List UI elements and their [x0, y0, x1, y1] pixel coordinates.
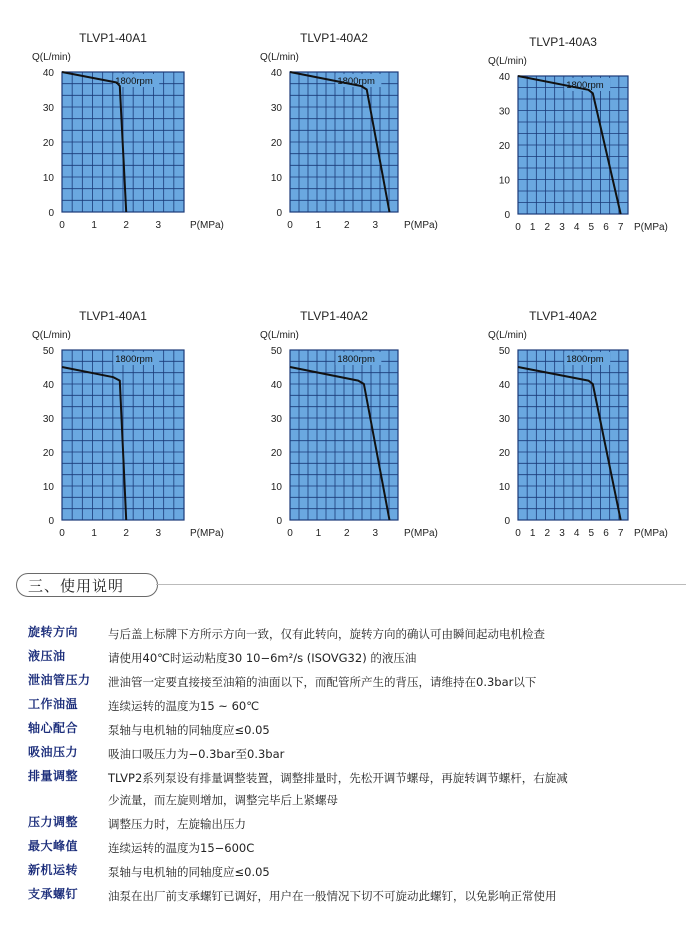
x-tick-label: 3	[155, 528, 162, 539]
usage-text: 调整压力时，左旋输出压力	[108, 817, 246, 831]
usage-label: 排量调整	[28, 769, 79, 783]
x-tick-label: 0	[59, 220, 65, 231]
usage-row-shaft-alignment	[28, 719, 688, 741]
x-tick-label: 2	[344, 528, 350, 539]
chart-svg	[230, 0, 460, 270]
x-tick-label: 3	[559, 222, 565, 233]
usage-label: 最大峰值	[28, 839, 79, 853]
y-tick-label: 10	[42, 173, 54, 184]
x-tick-label: 1	[91, 220, 97, 231]
y-tick-label: 30	[270, 414, 282, 425]
usage-row-suction-pressure	[28, 743, 688, 765]
annotation-label: 1800rpm	[115, 354, 153, 365]
usage-label: 泄油管压力	[28, 673, 91, 687]
x-axis-label: P(MPa)	[634, 222, 668, 233]
x-tick-label: 4	[573, 222, 580, 233]
chart-title: TLVP1-40A2	[300, 309, 368, 323]
x-tick-label: 4	[573, 528, 580, 539]
usage-label: 吸油压力	[28, 745, 79, 759]
y-tick-label: 40	[270, 68, 282, 79]
y-tick-label: 0	[504, 210, 510, 221]
y-tick-label: 20	[42, 448, 54, 459]
chart-svg	[460, 290, 700, 560]
x-tick-label: 2	[544, 528, 551, 539]
x-tick-label: 6	[603, 222, 609, 233]
usage-text-continued: 少流量，而左旋则增加，调整完毕后上紧螺母	[108, 793, 338, 807]
x-tick-label: 2	[123, 528, 129, 539]
x-tick-label: 1	[529, 222, 536, 233]
x-tick-label: 0	[287, 220, 293, 231]
chart-svg	[0, 290, 230, 560]
usage-label: 支承螺钉	[28, 887, 79, 901]
usage-text: 泄油管一定要直接接至油箱的油面以下，而配管所产生的背压，请维持在0.3bar以下	[108, 675, 537, 689]
chart-svg	[460, 0, 700, 270]
chart-tlvp1-40a2-top	[230, 0, 460, 270]
usage-text: 请使用40℃时运动粘度30 10−6m²/s (ISOVG32) 的液压油	[108, 651, 417, 665]
y-axis-label: Q(L/min)	[32, 330, 71, 341]
y-tick-label: 50	[270, 346, 282, 357]
x-tick-label: 2	[123, 220, 129, 231]
chart-tlvp1-40a2-bottom-right	[460, 290, 700, 560]
y-axis-label: Q(L/min)	[32, 52, 71, 63]
usage-label: 轴心配合	[28, 721, 79, 735]
usage-row-support-screw	[28, 885, 688, 907]
x-tick-label: 0	[515, 222, 521, 233]
usage-label: 压力调整	[28, 815, 79, 829]
y-tick-label: 10	[270, 173, 282, 184]
x-axis-label: P(MPa)	[190, 220, 224, 231]
chart-tlvp1-40a1-bottom	[0, 290, 230, 560]
chart-title: TLVP1-40A1	[79, 309, 147, 323]
x-axis-label: P(MPa)	[634, 528, 668, 539]
x-tick-label: 5	[588, 222, 595, 233]
usage-text: 泵轴与电机轴的同轴度应≤0.05	[108, 723, 270, 737]
usage-row-displacement-adjust	[28, 767, 688, 811]
x-tick-label: 0	[287, 528, 293, 539]
y-tick-label: 20	[42, 138, 54, 149]
chart-svg	[230, 290, 460, 560]
usage-text: 与后盖上标牌下方所示方向一致，仅有此转向，旋转方向的确认可由瞬间起动电机检查	[108, 627, 545, 641]
annotation-label: 1800rpm	[115, 76, 153, 87]
usage-text: 吸油口吸压力为−0.3bar至0.3bar	[108, 747, 285, 761]
y-axis-label: Q(L/min)	[488, 56, 527, 67]
y-tick-label: 20	[270, 448, 282, 459]
usage-label: 液压油	[28, 649, 66, 663]
x-tick-label: 1	[315, 220, 322, 231]
x-tick-label: 3	[372, 220, 379, 231]
x-tick-label: 1	[529, 528, 536, 539]
y-tick-label: 30	[498, 106, 510, 118]
y-tick-label: 0	[48, 516, 54, 527]
y-tick-label: 40	[270, 380, 282, 391]
y-tick-label: 50	[498, 346, 510, 357]
x-axis-label: P(MPa)	[404, 220, 438, 231]
annotation-label: 1800rpm	[337, 76, 375, 87]
x-tick-label: 3	[372, 528, 379, 539]
x-tick-label: 5	[588, 528, 595, 539]
usage-row-new-machine-run	[28, 861, 688, 883]
x-tick-label: 2	[344, 220, 350, 231]
usage-list	[28, 623, 688, 909]
y-tick-label: 0	[48, 208, 54, 219]
x-tick-label: 0	[59, 528, 65, 539]
x-tick-label: 3	[559, 528, 565, 539]
annotation-label: 1800rpm	[337, 354, 375, 365]
usage-row-hydraulic-oil	[28, 647, 688, 669]
y-tick-label: 0	[276, 208, 282, 219]
usage-label: 新机运转	[28, 863, 79, 877]
usage-text: 泵轴与电机轴的同轴度应≤0.05	[108, 865, 270, 879]
y-tick-label: 10	[498, 482, 510, 493]
x-tick-label: 7	[617, 528, 624, 539]
usage-label: 旋转方向	[28, 625, 79, 639]
x-tick-label: 2	[544, 222, 551, 233]
y-tick-label: 20	[498, 141, 510, 152]
y-tick-label: 20	[498, 448, 510, 459]
y-tick-label: 30	[42, 103, 54, 114]
chart-svg	[0, 0, 230, 270]
x-tick-label: 1	[315, 528, 322, 539]
usage-text: 连续运转的温度为15−600C	[108, 841, 255, 855]
usage-text: 连续运转的温度为15 ~ 60℃	[108, 699, 260, 713]
y-tick-label: 30	[498, 414, 510, 425]
usage-row-rotation	[28, 623, 688, 645]
chart-tlvp1-40a3-top	[460, 0, 700, 270]
usage-label: 工作油温	[28, 697, 79, 711]
y-tick-label: 50	[42, 346, 54, 357]
chart-title: TLVP1-40A3	[529, 35, 597, 49]
annotation-label: 1800rpm	[566, 354, 604, 365]
y-tick-label: 30	[270, 103, 282, 114]
chart-title: TLVP1-40A1	[79, 31, 147, 45]
y-tick-label: 10	[42, 482, 54, 493]
usage-row-max-peak	[28, 837, 688, 859]
y-tick-label: 10	[498, 175, 510, 187]
x-tick-label: 0	[515, 528, 521, 539]
usage-text: TLVP2系列泵设有排量调整装置，调整排量时，先松开调节螺母，再旋转调节螺杆，右旋减	[108, 771, 568, 785]
y-axis-label: Q(L/min)	[260, 330, 299, 341]
y-tick-label: 40	[498, 380, 510, 391]
x-tick-label: 1	[91, 528, 97, 539]
section-divider	[156, 584, 686, 585]
y-tick-label: 10	[270, 482, 282, 493]
chart-title: TLVP1-40A2	[529, 309, 597, 323]
usage-row-pressure-adjust	[28, 813, 688, 835]
x-tick-label: 6	[603, 528, 609, 539]
x-tick-label: 3	[155, 220, 162, 231]
annotation-label: 1800rpm	[566, 80, 604, 91]
y-axis-label: Q(L/min)	[488, 330, 527, 341]
x-axis-label: P(MPa)	[190, 528, 224, 539]
chart-tlvp1-40a1-top	[0, 0, 230, 270]
y-tick-label: 0	[504, 516, 510, 527]
y-axis-label: Q(L/min)	[260, 52, 299, 63]
y-tick-label: 0	[276, 516, 282, 527]
x-axis-label: P(MPa)	[404, 528, 438, 539]
y-tick-label: 20	[270, 138, 282, 149]
y-tick-label: 40	[42, 380, 54, 391]
usage-row-drain-pressure	[28, 671, 688, 693]
chart-tlvp1-40a2-bottom	[230, 290, 460, 560]
y-tick-label: 40	[498, 72, 510, 83]
section-title: 三、使用说明	[28, 577, 125, 595]
chart-title: TLVP1-40A2	[300, 31, 368, 45]
x-tick-label: 7	[617, 222, 624, 233]
y-tick-label: 40	[42, 68, 54, 79]
y-tick-label: 30	[42, 414, 54, 425]
usage-row-oil-temp	[28, 695, 688, 717]
usage-text: 油泵在出厂前支承螺钉已调好，用户在一般情况下切不可旋动此螺钉，以免影响正常使用	[108, 889, 557, 903]
